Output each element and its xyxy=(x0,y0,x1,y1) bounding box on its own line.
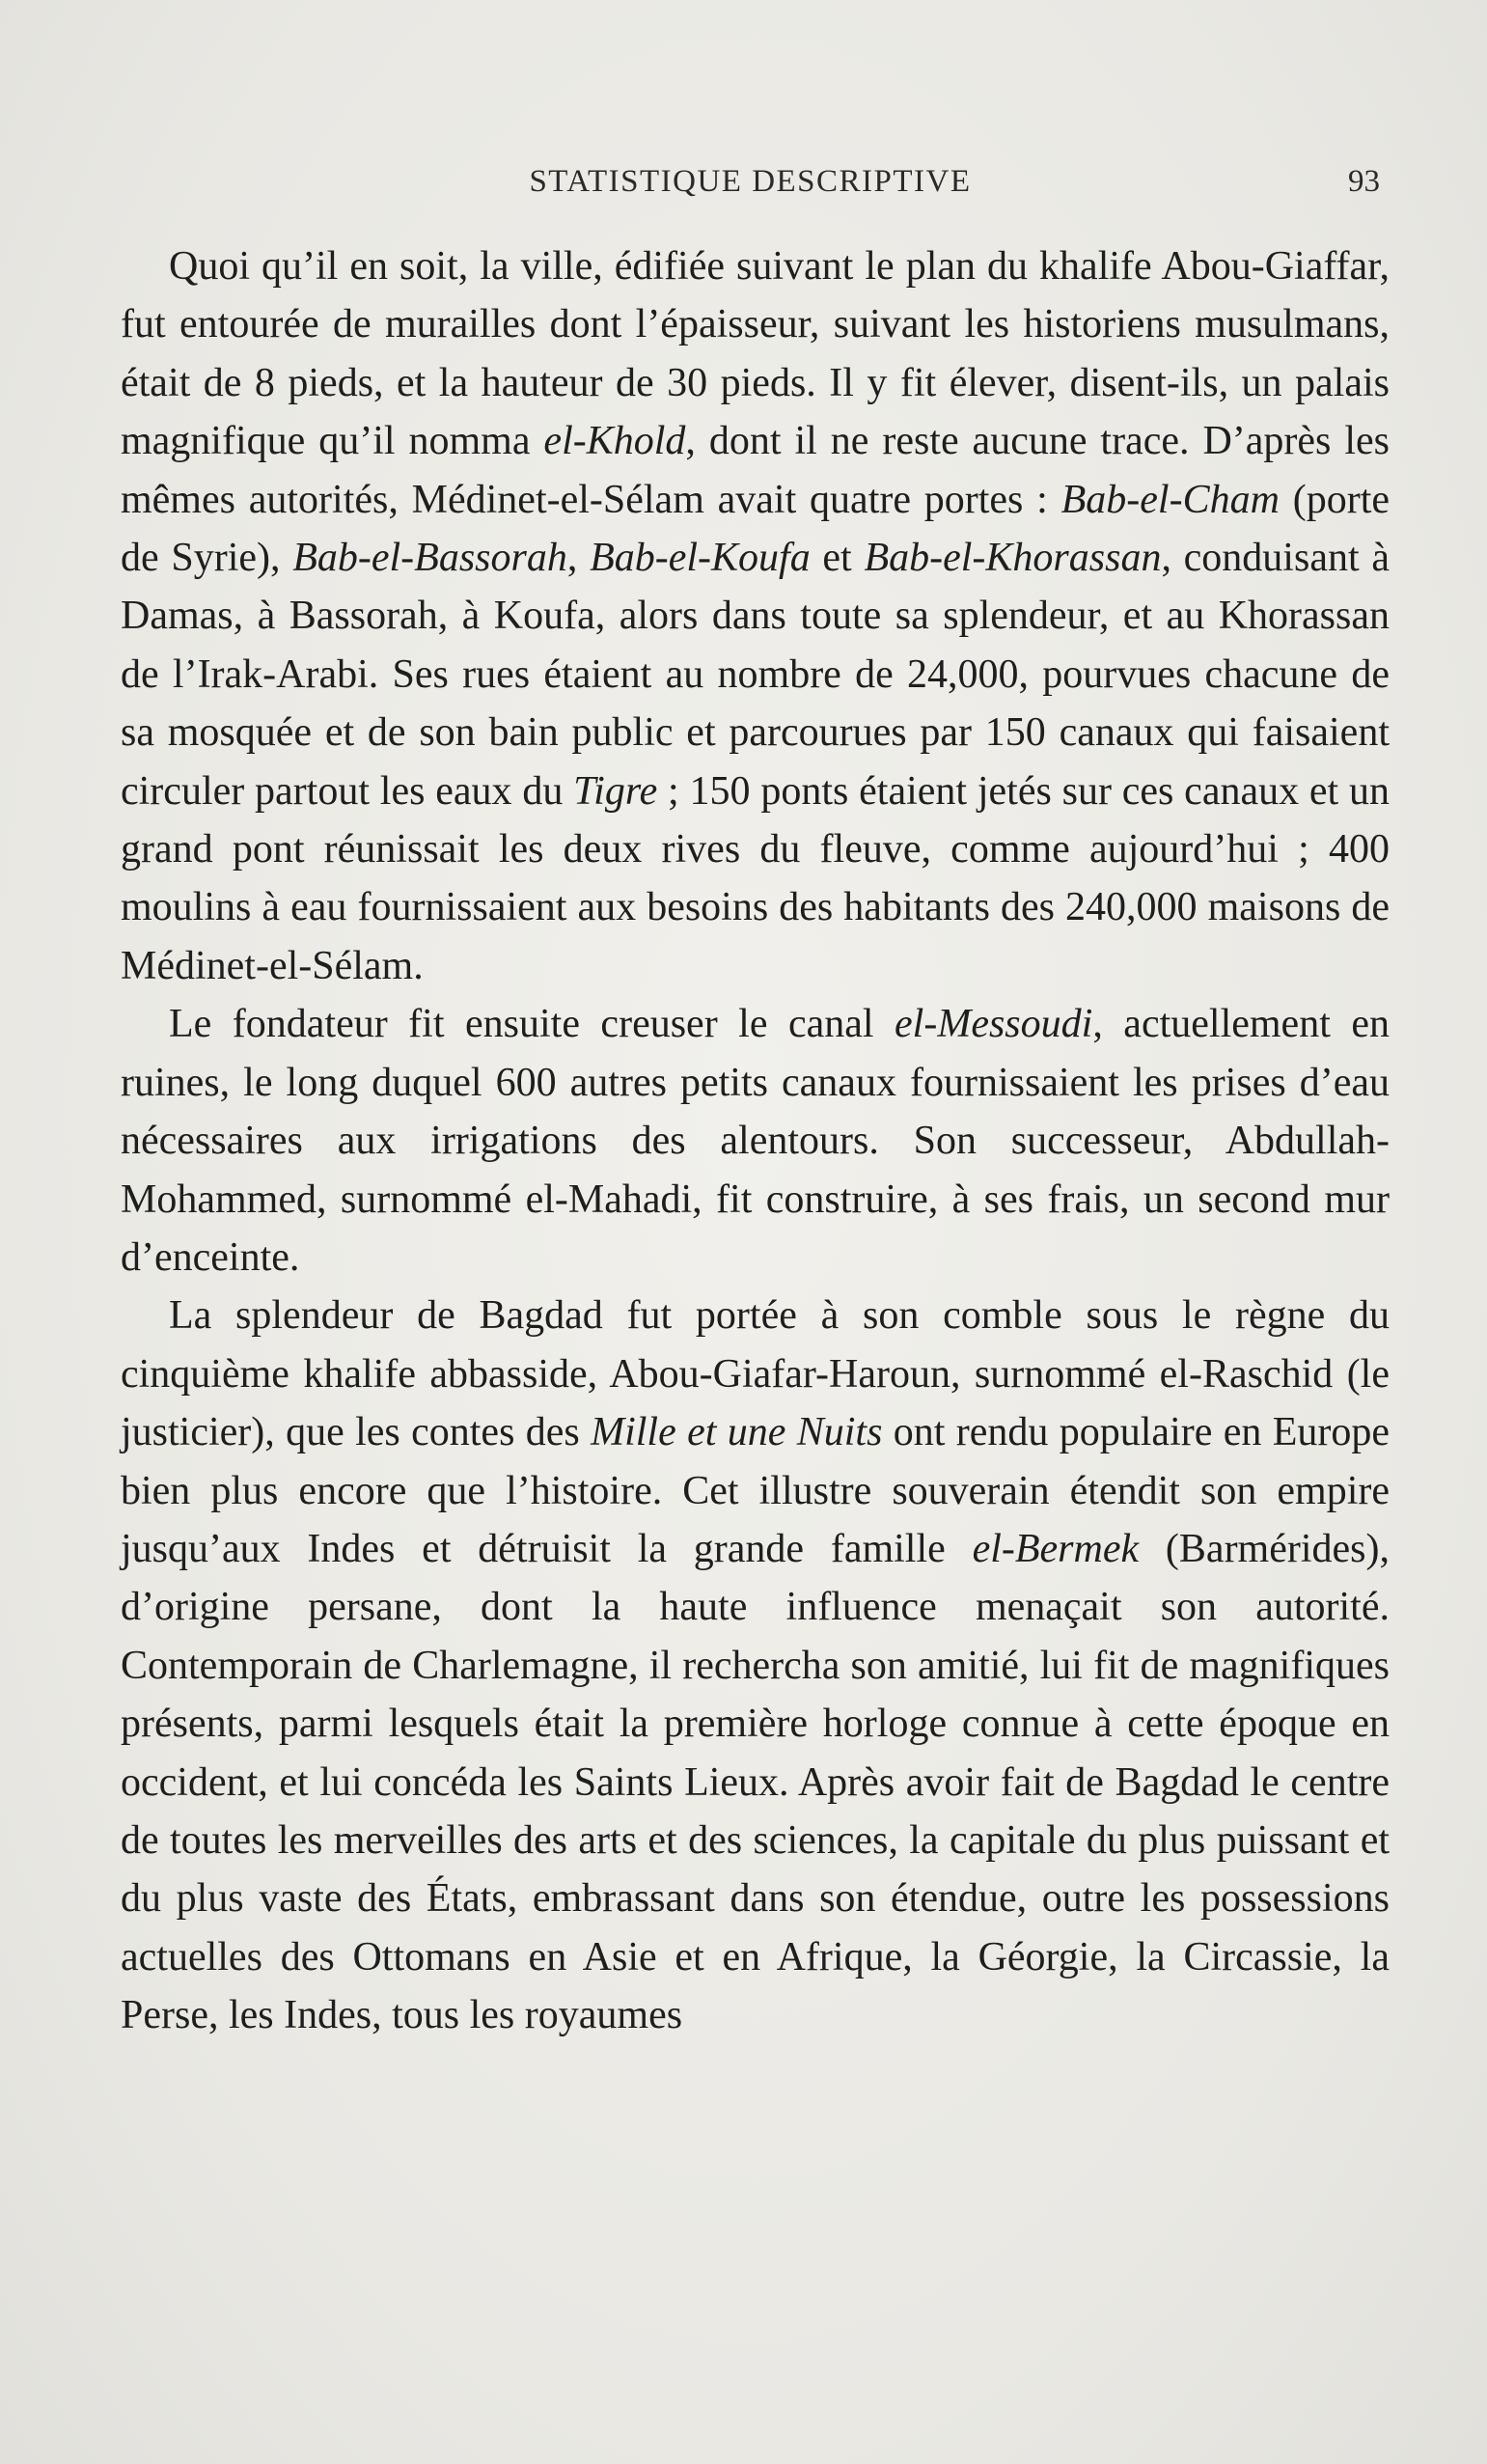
italic-term: Bab-el-Cham xyxy=(1060,477,1280,522)
text-run: Quoi qu’il en soit, la ville, édifiée suivant le plan du khalife Abou-Giaffar, fut entourée de murailles dont l’épaisseur, suivant les historiens musulmans, était de 8 pieds, et la hauteur de 30 pieds. Il y fit élever, disent-ils, un palais magnifique qu’il nomma xyxy=(121,244,1390,464)
paragraph-2 xyxy=(121,995,1390,1287)
running-title: STATISTIQUE DESCRIPTIVE xyxy=(529,164,972,199)
text-run: et xyxy=(810,536,865,581)
body-text xyxy=(121,237,1390,2045)
italic-term: Mille et une Nuits xyxy=(591,1410,883,1455)
italic-term: Bab-el-Koufa xyxy=(590,536,811,581)
text-run: La splendeur de Bagdad fut portée à son comble sous le règne du cinquième khalife abbasside, Abou-Giafar-Haroun, surnommé el-Raschid (le justicier), que les contes des xyxy=(121,1293,1390,1455)
italic-term: el-Khold xyxy=(543,419,686,464)
page-number: 93 xyxy=(1348,164,1380,199)
italic-term: Tigre xyxy=(573,768,658,814)
text-run: , actuellement en ruines, le long duquel 600 autres petits canaux fournissaient les prises d’eau nécessaires aux irrigations des alentours. Son successeur, Abdullah-Mohammed, surnommé el-Mahadi, fit construire, à ses frais, un second mur d’enceinte. xyxy=(121,1002,1390,1280)
text-run: , conduisant à Damas, à Bassorah, à Koufa, alors dans toute sa splendeur, et au Khorassan de l’Irak-Arabi. Ses rues étaient au nombre de 24,000, pourvues chacune de sa mosquée et de son bain public et parcourues par 150 canaux qui faisaient circuler partout les eaux du xyxy=(121,536,1390,814)
text-run: ont rendu populaire en Europe bien plus encore que l’histoire. Cet illustre souverain étendit son empire jusqu’aux Indes et détruisit la grande famille xyxy=(121,1410,1390,1571)
running-head xyxy=(121,164,1380,212)
text-run: , xyxy=(566,536,591,581)
italic-term: el-Bermek xyxy=(972,1526,1140,1571)
text-run: ; 150 ponts étaient jetés sur ces canaux et un grand pont réunissait les deux rives du fleuve, comme aujourd’hui ; 400 moulins à eau fournissaient aux besoins des habitants des 240,000 maisons de Médinet-el-Sélam. xyxy=(121,768,1390,988)
italic-term: el-Messoudi xyxy=(895,1002,1093,1047)
paragraph-3 xyxy=(121,1287,1390,2044)
text-run: (Barmérides), d’origine persane, dont la haute influence menaçait son autorité. Contemporain de Charlemagne, il rechercha son amitié, lui fit de magnifiques présents, parmi lesquels était la première horloge connue à cette époque en occident, et lui concéda les Saints Lieux. Après avoir fait de Bagdad le centre de toutes les merveilles des arts et des sciences, la capitale du plus puissant et du plus vaste des États, embrassant dans son étendue, outre les possessions actuelles des Ottomans en Asie et en Afrique, la Géorgie, la Circassie, la Perse, les Indes, tous les royaumes xyxy=(121,1526,1390,2038)
text-run: , dont il ne reste aucune trace. D’après les mêmes autorités, Médinet-el-Sélam avait quatre portes : xyxy=(121,419,1390,522)
paragraph-1 xyxy=(121,237,1390,995)
text-run: (porte de Syrie), xyxy=(121,477,1390,581)
text-run: Le fondateur fit ensuite creuser le canal xyxy=(169,1002,895,1047)
italic-term: Bab-el-Bassorah xyxy=(292,536,567,581)
italic-term: Bab-el-Khorassan xyxy=(864,536,1162,581)
